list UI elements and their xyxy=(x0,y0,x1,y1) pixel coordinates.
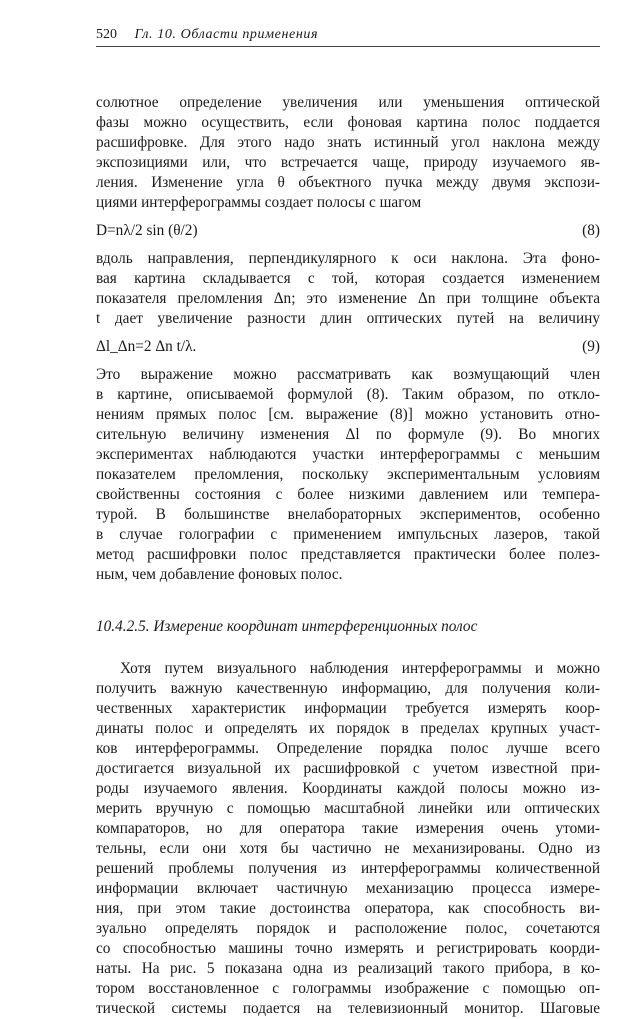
text-line: фазы можно осуществить, если фоновая картина полос поддается xyxy=(96,114,600,131)
text-line: Это выражение можно рассматривать как возмущающий член xyxy=(96,366,600,383)
text-line: информации включает частичную механизацию процесса измере- xyxy=(96,880,600,897)
text-line: расшифровке. Для этого надо знать истинный угол наклона между xyxy=(96,134,600,151)
text-line: t дает увеличение разности длин оптических путей на величину xyxy=(96,310,600,327)
text-line: циями интерферограммы создает полосы с шагом xyxy=(96,194,422,211)
formula-number: (9) xyxy=(582,338,600,355)
text-line: динаты полос и определять их порядок в пределах крупных участ- xyxy=(96,720,600,737)
text-line: достигается визуальной их расшифровкой с учетом известной при- xyxy=(96,760,600,777)
text-line: ным, чем добавление фоновых полос. xyxy=(96,566,343,583)
text-line: нениям прямых полос [см. выражение (8)] можно установить отно- xyxy=(96,406,600,423)
text-line: вая картина складывается с той, которая создается изменением xyxy=(96,270,600,287)
text-line: метод расшифровки полос представляется практически более полез- xyxy=(96,546,600,563)
formula-expression: D=nλ/2 sin (θ/2) xyxy=(96,222,198,239)
text-line: свойственны состояния с более низкими давлением или темпера- xyxy=(96,486,600,503)
book-page xyxy=(96,26,600,1019)
text-line: экспозициями или, что встречается чаще, природу изучаемого яв- xyxy=(96,154,600,171)
text-line: ления. Изменение угла θ объектного пучка между двумя экспози- xyxy=(96,174,600,191)
running-head xyxy=(96,26,600,47)
text-line: вдоль направления, перпендикулярного к оси наклона. Эта фоно- xyxy=(96,250,600,267)
text-line: получить важную качественную информацию, для получения коли- xyxy=(96,680,600,697)
formula-number: (8) xyxy=(582,222,600,239)
section-heading: 10.4.2.5. Измерение координат интерференционных полос xyxy=(96,618,478,635)
paragraph-after-formula-8 xyxy=(96,249,600,329)
text-line: чественных характеристик информации требуется измерять коор- xyxy=(96,700,600,717)
text-line: зуально определять порядок и расположение полос, сочетаются xyxy=(96,920,600,937)
formula-expression: Δl_Δn=2 Δn t/λ. xyxy=(96,338,197,355)
formula-9 xyxy=(96,337,600,357)
text-line: ков интерферограммы. Определение порядка полос лучше всего xyxy=(96,740,600,757)
text-line: сительную величину изменения Δl по формуле (9). Во многих xyxy=(96,426,600,443)
text-line: показателем преломления, поскольку экспериментальным условиям xyxy=(96,466,600,483)
text-line: ния, при этом такие достоинства оператора, как способность ви- xyxy=(96,900,600,917)
text-line: Хотя путем визуального наблюдения интерферограммы и можно xyxy=(120,660,600,677)
text-line: тором восстановленное с голограммы изображение с помощью оп- xyxy=(96,980,600,997)
text-line: экспериментах наблюдаются участки интерферограммы с меньшим xyxy=(96,446,600,463)
text-line: решений проблемы получения из интерферограммы количественной xyxy=(96,860,600,877)
text-line: в картине, описываемой формулой (8). Таким образом, по откло- xyxy=(96,386,600,403)
paragraph-after-formula-9 xyxy=(96,365,600,585)
running-title: Гл. 10. Области применения xyxy=(134,27,319,42)
text-line: солютное определение увеличения или уменьшения оптической xyxy=(96,94,600,111)
section-paragraph xyxy=(96,659,600,1019)
formula-8 xyxy=(96,221,600,241)
text-line: мерить вручную с помощью масштабной линейки или оптических xyxy=(96,800,600,817)
text-line: в случае голографии с применением импульсных лазеров, такой xyxy=(96,526,600,543)
text-line: показателя преломления Δn; это изменение Δn при толщине объекта xyxy=(96,290,600,307)
paragraph-continuation xyxy=(96,93,600,213)
text-line: роды изучаемого явления. Координаты каждой полосы можно из- xyxy=(96,780,600,797)
text-line: со способностью машины точно измерять и регистрировать коорди- xyxy=(96,940,600,957)
text-line: компараторов, но для оператора такие измерения очень утоми- xyxy=(96,820,600,837)
text-line: наты. На рис. 5 показана одна из реализаций такого прибора, в ко- xyxy=(96,960,600,977)
text-line: тической системы подается на телевизионный монитор. Шаговые xyxy=(96,1000,600,1017)
page-number: 520 xyxy=(96,27,117,42)
text-line: турой. В большинстве внелабораторных экспериментов, особенно xyxy=(96,506,600,523)
text-line: тельны, если они хотя бы частично не механизированы. Одно из xyxy=(96,840,600,857)
